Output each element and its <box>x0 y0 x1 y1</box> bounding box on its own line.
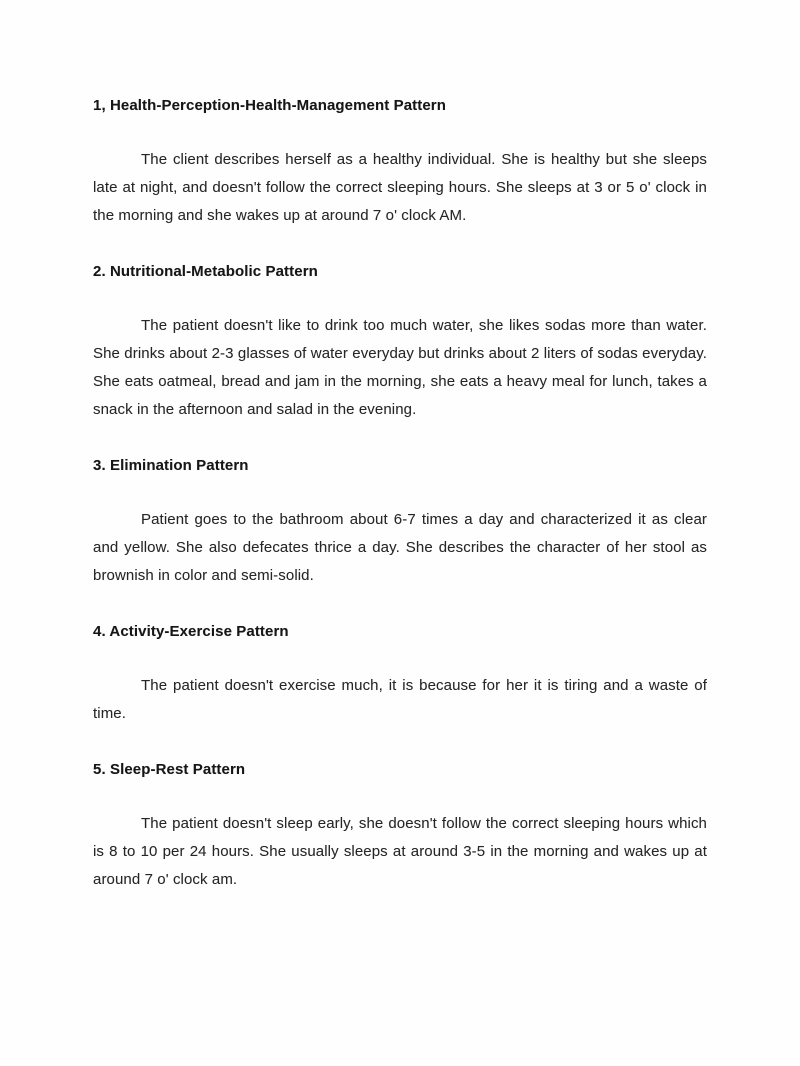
section-heading: 4. Activity-Exercise Pattern <box>93 623 289 640</box>
section-paragraph: The patient doesn't exercise much, it is because for her it is tiring and a waste of time. <box>93 677 707 722</box>
section-heading: 5. Sleep-Rest Pattern <box>93 761 246 778</box>
section-paragraph: The patient doesn't like to drink too much water, she likes sodas more than water. She drinks about 2-3 glasses of water everyday but drinks about 2 liters of sodas everyday. She eats oatmeal, bread and jam in the morning, she eats a heavy meal for lunch, takes a snack in the afternoon and salad in the evening. <box>93 317 707 418</box>
section-paragraph: The patient doesn't sleep early, she doesn't follow the correct sleeping hours which is 8 to 10 per 24 hours. She usually sleeps at around 3-5 in the morning and wakes up at around 7 o' clock am. <box>93 815 707 888</box>
section-sleep-rest <box>93 756 707 894</box>
section-nutritional-metabolic <box>93 258 707 424</box>
section-elimination <box>93 452 707 590</box>
section-activity-exercise <box>93 618 707 728</box>
section-heading: 1, Health-Perception-Health-Management Pattern <box>93 97 446 114</box>
section-health-perception <box>93 92 707 230</box>
section-heading: 3. Elimination Pattern <box>93 457 249 474</box>
section-heading: 2. Nutritional-Metabolic Pattern <box>93 263 318 280</box>
section-paragraph: The client describes herself as a healthy individual. She is healthy but she sleeps late at night, and doesn't follow the correct sleeping hours. She sleeps at 3 or 5 o' clock in the morning and she wakes up at around 7 o' clock AM. <box>93 151 707 224</box>
section-paragraph: Patient goes to the bathroom about 6-7 times a day and characterized it as clear and yellow. She also defecates thrice a day. She describes the character of her stool as brownish in color and semi-solid. <box>93 511 707 584</box>
